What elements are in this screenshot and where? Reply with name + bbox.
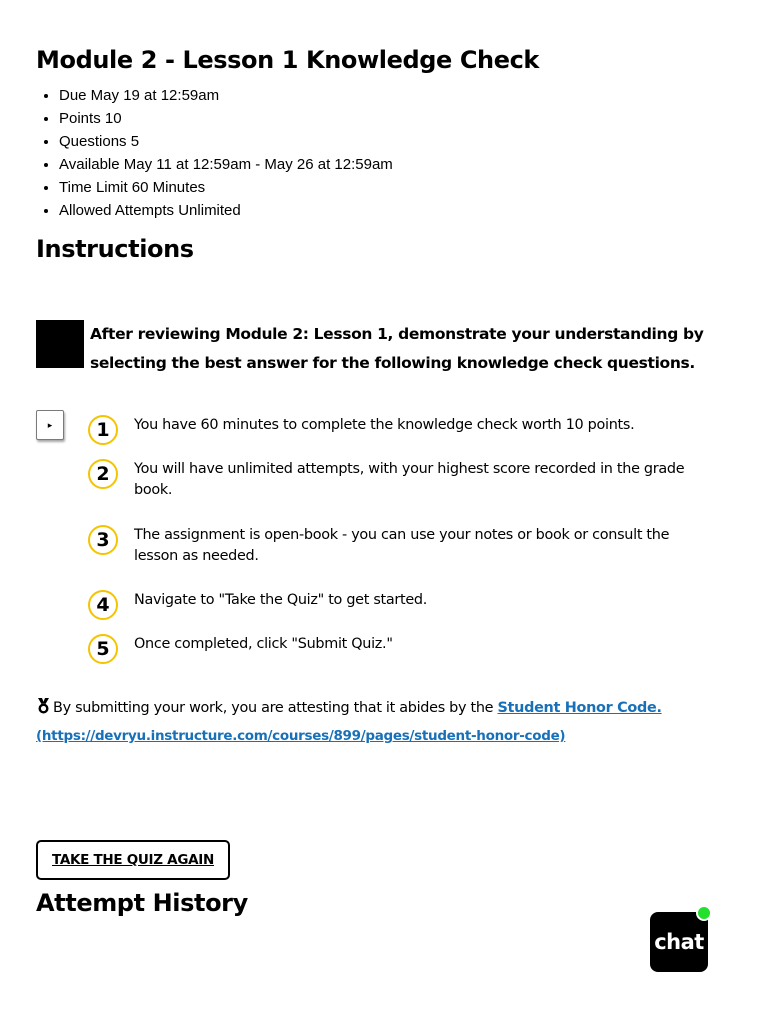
detail-questions: • Questions 5 <box>59 132 393 155</box>
step-number-badge: 3 <box>88 525 118 555</box>
step-number-badge: 5 <box>88 634 118 664</box>
detail-points: • Points 10 <box>59 109 393 132</box>
step-text: You will have unlimited attempts, with your highest score recorded in the grade book. <box>134 461 685 498</box>
detail-due: • Due May 19 at 12:59am <box>59 86 393 109</box>
medal-icon <box>36 698 51 714</box>
detail-time-limit: • Time Limit 60 Minutes <box>59 178 393 201</box>
step-text: Navigate to "Take the Quiz" to get started. <box>134 592 428 608</box>
honor-code-notice <box>36 694 736 750</box>
honor-code-text: By submitting your work, you are attesting that it abides by the <box>53 700 498 716</box>
detail-available: • Available May 11 at 12:59am - May 26 at 12:59am <box>59 155 393 178</box>
step-text: You have 60 minutes to complete the knowledge check worth 10 points. <box>134 417 635 433</box>
student-honor-code-url-link[interactable]: (https://devryu.instructure.com/courses/899/pages/student-honor-code) <box>36 728 566 744</box>
step-number-badge: 2 <box>88 459 118 489</box>
take-quiz-again-button[interactable]: TAKE THE QUIZ AGAIN <box>36 840 230 880</box>
student-honor-code-link[interactable]: Student Honor Code. <box>497 700 662 716</box>
play-arrow-icon: ▸ <box>47 419 53 430</box>
quiz-details-list <box>36 86 393 225</box>
step-text: Once completed, click "Submit Quiz." <box>134 636 393 652</box>
instructions-banner-image <box>36 320 84 368</box>
attempt-history-heading: Attempt History <box>36 889 248 917</box>
step-text: The assignment is open-book - you can use your notes or book or consult the lesson as needed. <box>134 527 670 564</box>
step-number-badge: 1 <box>88 415 118 445</box>
page-title: Module 2 - Lesson 1 Knowledge Check <box>36 46 539 74</box>
online-status-indicator <box>696 905 712 921</box>
instructions-heading: Instructions <box>36 235 194 263</box>
chat-button[interactable]: chat <box>650 912 708 972</box>
expand-toggle-button[interactable] <box>36 410 64 440</box>
step-number-badge: 4 <box>88 590 118 620</box>
instructions-intro: After reviewing Module 2: Lesson 1, demonstrate your understanding by selecting the best answer for the following knowledge check questions. <box>90 325 704 372</box>
detail-allowed-attempts: • Allowed Attempts Unlimited <box>59 201 393 224</box>
